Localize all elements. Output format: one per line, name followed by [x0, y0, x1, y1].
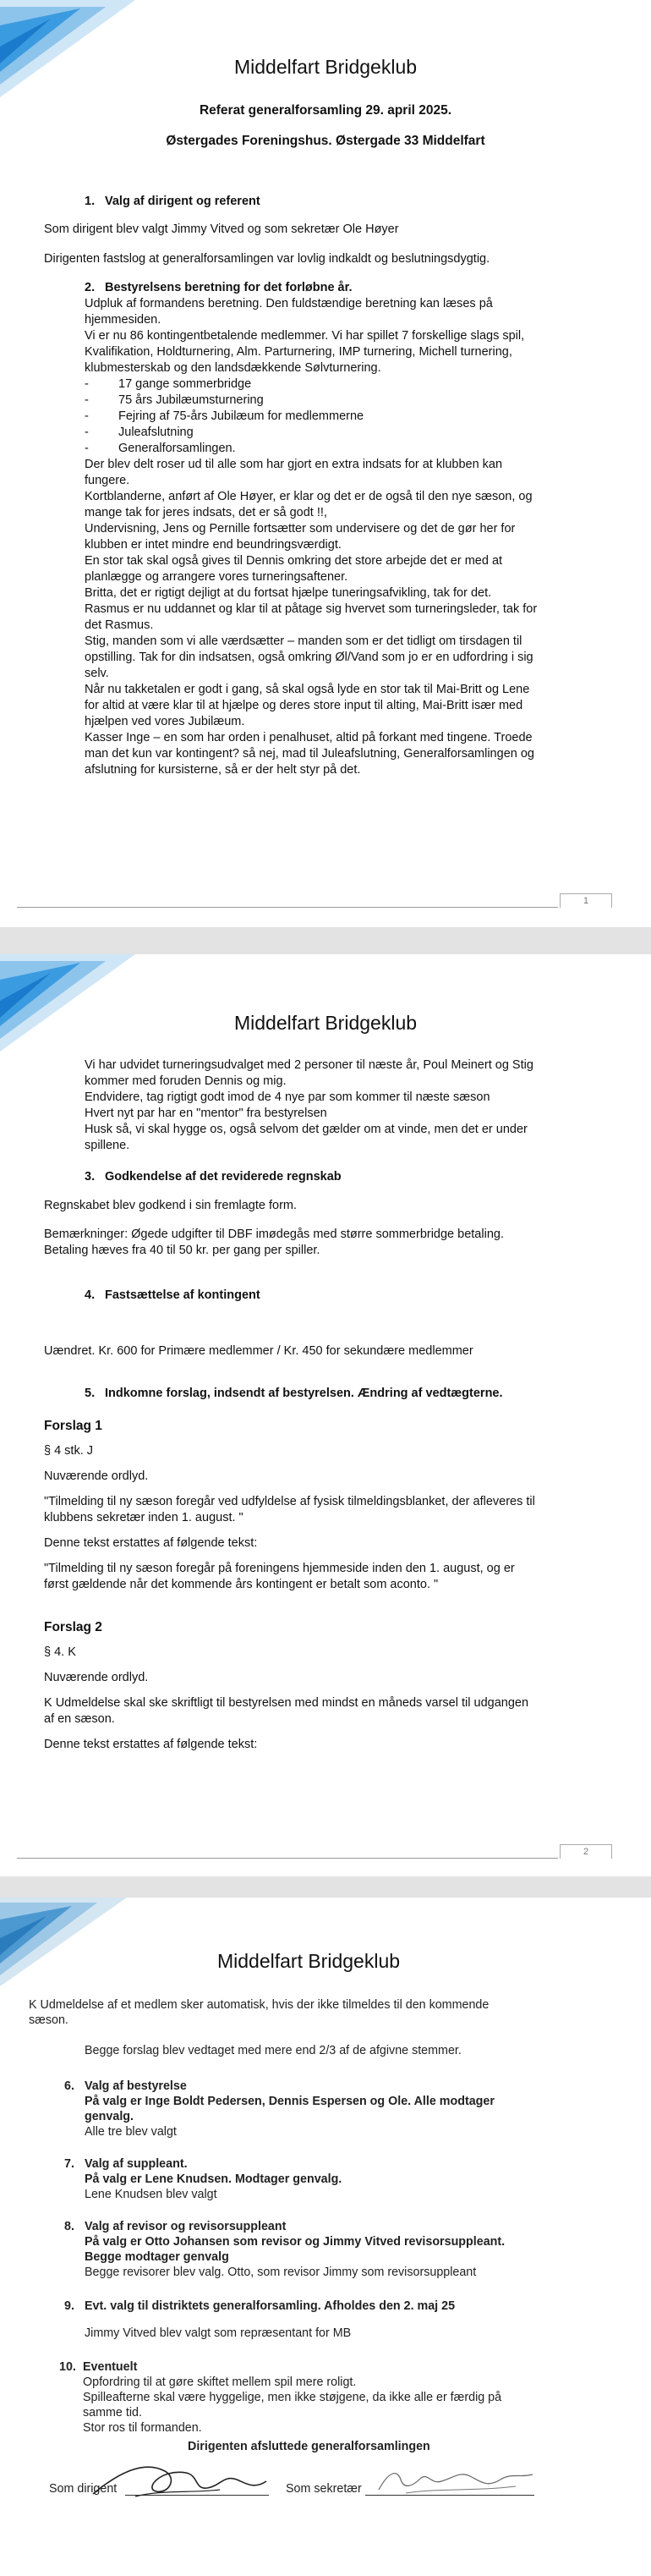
paragraph-line: selv.	[85, 667, 109, 680]
corner-decoration-icon	[0, 0, 144, 102]
paragraph-line: spillene.	[85, 1139, 130, 1152]
section-3-text: Regnskabet blev godkend i sin fremlagte form.	[44, 1199, 298, 1212]
section-9-number: 9.	[64, 2299, 74, 2313]
paragraph-line: det Rasmus.	[85, 618, 154, 632]
paragraph-line: Vi har udvidet turneringsudvalget med 2 personer til næste år, Poul Meinert og Stig	[85, 1058, 533, 1072]
paragraph-line: Husk så, vi skal hygge os, også selvom det gælder om at vinde, men det er under	[85, 1123, 528, 1136]
section-3-text: Bemærkninger: Øgede udgifter til DBF imødegås med større sommerbridge betaling.	[44, 1228, 504, 1241]
paragraph-line: Hvert nyt par har en "mentor" fra bestyrelsen	[85, 1107, 327, 1120]
approval-text: Begge forslag blev vedtaget med mere end 2/3 af de afgivne stemmer.	[85, 2044, 462, 2057]
proposal-1-quote: klubbens sekretær inden 1. august. "	[44, 1511, 243, 1524]
page-number: 1	[560, 893, 612, 908]
closing-statement: Dirigenten afsluttede generalforsamlingen	[188, 2440, 430, 2453]
section-8-heading: Valg af revisor og revisorsuppleant	[85, 2220, 287, 2233]
section-6-heading: Valg af bestyrelse	[85, 2079, 187, 2093]
section-10-number: 10.	[59, 2360, 76, 2374]
document-page-3	[0, 1898, 651, 2576]
paragraph-line: Britta, det er rigtigt dejligt at du fortsat hjælpe tuneringsafvikling, tak for det.	[85, 586, 492, 600]
paragraph-line: Der blev delt roser ud til alle som har gjort en extra indsats for at klubben kan	[85, 458, 503, 471]
section-10-line: samme tid.	[83, 2406, 142, 2419]
document-page-1	[0, 0, 651, 927]
proposal-1-quote: "Tilmelding til ny sæson foregår ved udfyldelse af fysisk tilmeldingsblanket, der afleveres til	[44, 1495, 535, 1508]
footer-rule	[17, 1858, 558, 1859]
proposal-1-new-text: "Tilmelding til ny sæson foregår på foreningens hjemmeside inden den 1. august, og er	[44, 1562, 515, 1575]
paragraph-line: Undervisning, Jens og Pernille fortsætter som undervisere og det de gør her for	[85, 522, 516, 536]
section-5-number: 5.	[85, 1387, 96, 1400]
bullet-marker: -	[85, 409, 89, 423]
proposal-2-current-label: Nuværende ordlyd.	[44, 1671, 149, 1684]
paragraph-line: Kortblanderne, anført af Ole Høyer, er klar og det er de også til den nye sæson, og	[85, 490, 533, 503]
section-3-text: Betaling hæves fra 40 til 50 kr. per gang per spiller.	[44, 1244, 320, 1257]
section-7-detail: På valg er Lene Knudsen. Modtager genvalg.	[85, 2172, 342, 2186]
proposal-1-heading: Forslag 1	[44, 1419, 102, 1433]
proposal-2-replace-label: Denne tekst erstattes af følgende tekst:	[44, 1738, 258, 1751]
paragraph-line: Udpluk af formandens beretning. Den fuldstændige beretning kan læses på	[85, 297, 493, 310]
club-title: Middelfart Bridgeklub	[233, 56, 418, 78]
section-10-line: Stor ros til formanden.	[83, 2421, 202, 2435]
paragraph-line: En stor tak skal også gives til Dennis omkring det store arbejde det er med at	[85, 554, 503, 568]
section-10-line: Spilleafterne skal være hyggelige, men ikke støjgene, da ikke alle er færdig på	[83, 2391, 502, 2404]
section-4-heading: Fastsættelse af kontingent	[105, 1288, 260, 1302]
section-5-heading: Indkomne forslag, indsendt af bestyrelsen. Ændring af vedtægterne.	[105, 1387, 503, 1400]
section-8-number: 8.	[64, 2220, 74, 2233]
paragraph-line: for altid at være klar til at hjælpe og deres store input til alting, Mai-Britt især med	[85, 699, 523, 712]
proposal-2-quote: af en sæson.	[44, 1712, 115, 1726]
section-10-line: Opfordring til at gøre skiftet mellem spil mere roligt.	[83, 2376, 357, 2389]
section-7-number: 7.	[64, 2157, 74, 2171]
page-number: 2	[560, 1844, 612, 1859]
section-7-result: Lene Knudsen blev valgt	[85, 2188, 217, 2201]
bullet-item: Fejring af 75-års Jubilæum for medlemmerne	[118, 409, 364, 423]
paragraph-line: sæson.	[29, 2013, 68, 2027]
section-6-detail: På valg er Inge Boldt Pedersen, Dennis Espersen og Ole. Alle modtager	[85, 2095, 495, 2108]
section-10-heading: Eventuelt	[83, 2360, 138, 2374]
section-1-text: Som dirigent blev valgt Jimmy Vitved og som sekretær Ole Høyer	[44, 222, 399, 236]
section-1-text: Dirigenten fastslog at generalforsamlingen var lovlig indkaldt og beslutningsdygtig.	[44, 252, 490, 266]
section-8-detail: Begge modtager genvalg	[85, 2250, 229, 2264]
section-9-result: Jimmy Vitved blev valgt som repræsentant for MB	[85, 2326, 352, 2340]
signature-label-dirigent: Som dirigent	[49, 2482, 118, 2496]
bullet-item: Generalforsamlingen.	[118, 442, 236, 455]
sekretaer-signature-icon	[372, 2463, 541, 2501]
venue-subtitle: Østergades Foreningshus. Østergade 33 Middelfart	[166, 134, 485, 148]
paragraph-line: planlægge og arrangere vores turneringsaftener.	[85, 570, 348, 584]
bullet-marker: -	[85, 442, 89, 455]
proposal-2-section: § 4. K	[44, 1645, 76, 1659]
proposal-2-quote: K Udmeldelse skal ske skriftligt til bestyrelsen med mindst en måneds varsel til udgangen	[44, 1696, 529, 1710]
paragraph-line: Kvalifikation, Holdturnering, Alm. Parturnering, IMP turnering, Michell turnering,	[85, 345, 512, 359]
paragraph-line: opstilling. Tak for din indsatsen, også omkring Øl/Vand som jo er en udfordring i sig	[85, 651, 533, 664]
paragraph-line: Når nu takketalen er godt i gang, så skal også lyde en stor tak til Mai-Britt og Lene	[85, 683, 530, 696]
paragraph-line: fungere.	[85, 474, 130, 487]
proposal-1-section: § 4 stk. J	[44, 1444, 94, 1458]
paragraph-line: hjemmesiden.	[85, 313, 161, 327]
section-1-number: 1.	[85, 195, 96, 208]
paragraph-line: klubben er intet mindre end beundringsværdigt.	[85, 538, 342, 552]
dirigent-signature-icon	[85, 2456, 279, 2507]
paragraph-line: Stig, manden som vi alle værdsætter – manden som er det tidligt om tirsdagen til	[85, 634, 522, 648]
proposal-1-new-text: først gældende når det kommende års kontingent er betalt som aconto. "	[44, 1578, 439, 1591]
section-4-number: 4.	[85, 1288, 96, 1302]
club-title: Middelfart Bridgeklub	[233, 1012, 418, 1034]
section-4-text: Uændret. Kr. 600 for Primære medlemmer / Kr. 450 for sekundære medlemmer	[44, 1344, 473, 1358]
corner-decoration-icon	[0, 954, 144, 1056]
section-8-result: Begge revisorer blev valg. Otto, som revisor Jimmy som revisorsuppleant	[85, 2266, 477, 2279]
bullet-item: 75 års Jubilæumsturnering	[118, 393, 264, 407]
page-separator	[0, 1876, 651, 1898]
proposal-1-replace-label: Denne tekst erstattes af følgende tekst:	[44, 1536, 258, 1550]
paragraph-line: Vi er nu 86 kontingentbetalende medlemmer. Vi har spillet 7 forskellige slags spil,	[85, 329, 525, 343]
section-2-heading: Bestyrelsens beretning for det forløbne år.	[105, 281, 353, 294]
paragraph-line: mange tak for jeres indsats, det er så godt !!,	[85, 506, 327, 519]
paragraph-line: hjælpen ved vores Jubilæum.	[85, 715, 245, 728]
section-3-number: 3.	[85, 1170, 96, 1184]
section-6-result: Alle tre blev valgt	[85, 2125, 177, 2139]
section-6-number: 6.	[64, 2079, 74, 2093]
paragraph-line: klubmesterskab og den landsdækkende Sølvturnering.	[85, 361, 381, 375]
section-1-heading: Valg af dirigent og referent	[105, 195, 260, 208]
club-title: Middelfart Bridgeklub	[216, 1950, 401, 1972]
bullet-marker: -	[85, 393, 89, 407]
paragraph-line: man det kun var kontingent? så nej, mad til Juleafslutning, Generalforsamlingen og	[85, 747, 534, 761]
section-2-number: 2.	[85, 281, 96, 294]
page-separator	[0, 927, 651, 954]
bullet-item: 17 gange sommerbridge	[118, 377, 252, 391]
proposal-1-current-label: Nuværende ordlyd.	[44, 1469, 149, 1483]
corner-decoration-icon	[0, 1898, 144, 1991]
paragraph-line: K Udmeldelse af et medlem sker automatisk, hvis der ikke tilmeldes til den kommende	[29, 1998, 490, 2012]
bullet-marker: -	[85, 377, 89, 391]
section-8-detail: På valg er Otto Johansen som revisor og Jimmy Vitved revisorsuppleant.	[85, 2235, 506, 2249]
section-9-heading: Evt. valg til distriktets generalforsamling. Afholdes den 2. maj 25	[85, 2299, 456, 2313]
paragraph-line: Endvidere, tag rigtigt godt imod de 4 nye par som kommer til næste sæson	[85, 1090, 490, 1104]
section-6-detail: genvalg.	[85, 2110, 134, 2123]
section-7-heading: Valg af suppleant.	[85, 2157, 188, 2171]
paragraph-line: Rasmus er nu uddannet og klar til at påtage sig hvervet som turneringsleder, tak for	[85, 602, 538, 616]
signature-label-sekretaer: Som sekretær	[286, 2482, 362, 2496]
bullet-item: Juleafslutning	[118, 426, 194, 439]
report-subtitle: Referat generalforsamling 29. april 2025.	[199, 103, 452, 118]
paragraph-line: Kasser Inge – en som har orden i penalhuset, altid på forkant med tingene. Troede	[85, 731, 533, 744]
proposal-2-heading: Forslag 2	[44, 1620, 102, 1634]
bullet-marker: -	[85, 426, 89, 439]
section-3-heading: Godkendelse af det reviderede regnskab	[105, 1170, 342, 1184]
document-page-2	[0, 954, 651, 1876]
footer-rule	[17, 907, 558, 908]
paragraph-line: afslutning for kursisterne, så er der helt styr på det.	[85, 763, 361, 777]
paragraph-line: kommer med foruden Dennis og mig.	[85, 1074, 287, 1088]
